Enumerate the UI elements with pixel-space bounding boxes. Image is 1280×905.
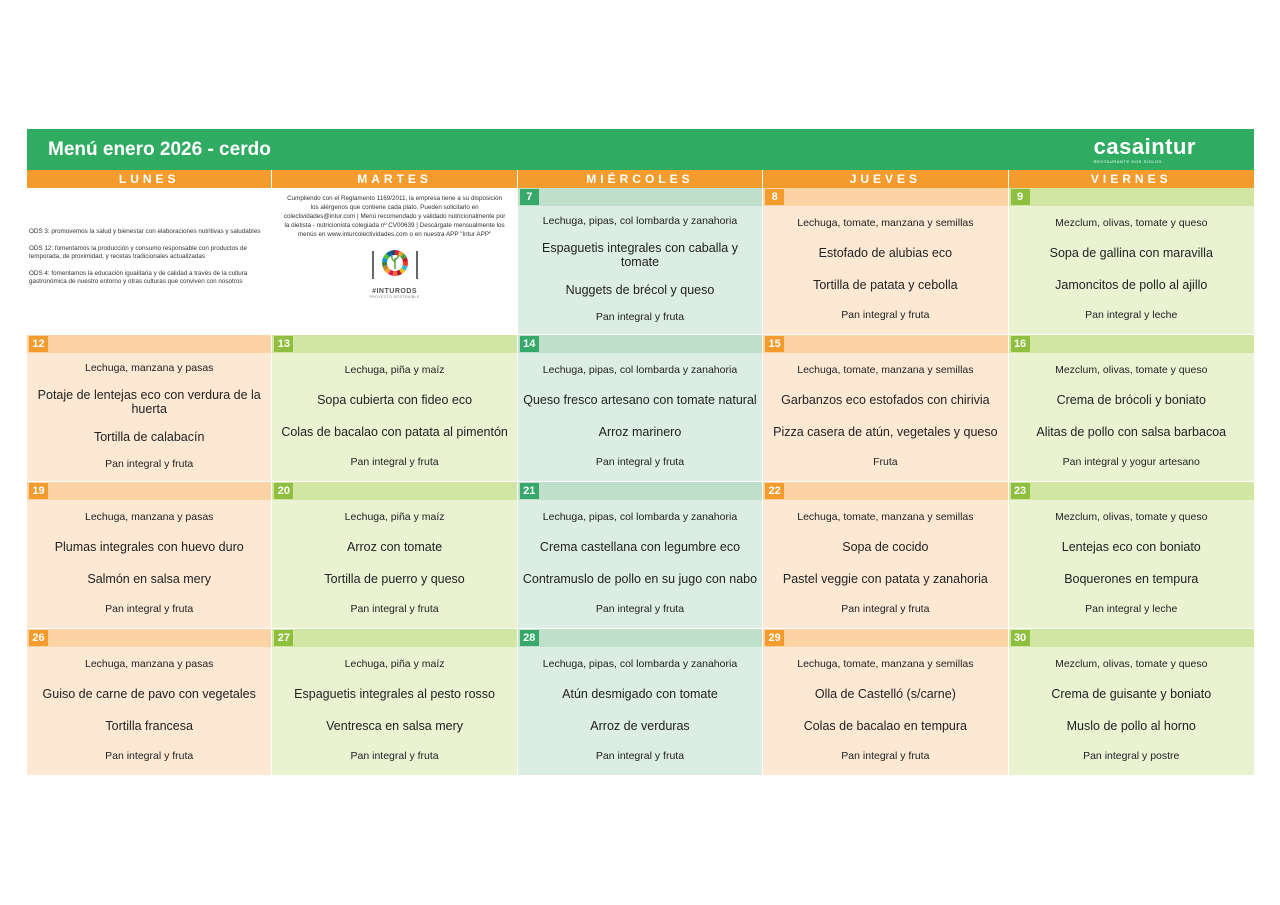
dessert-line: Pan integral y fruta (105, 458, 194, 470)
second-course-line: Alitas de pollo con salsa barbacoa (1036, 424, 1227, 439)
day-menu (27, 500, 271, 628)
first-course-line: Crema de brócoli y boniato (1056, 393, 1206, 408)
day-cell (1009, 188, 1254, 334)
day-cell (763, 629, 1008, 775)
second-course-line: Pizza casera de atún, vegetales y queso (773, 424, 998, 439)
starter-line: Mezclum, olivas, tomate y queso (1055, 510, 1208, 523)
second-course-line: Contramuslo de pollo en su jugo con nabo (522, 571, 758, 586)
day-number: 13 (274, 336, 293, 352)
day-cell-header (272, 629, 516, 647)
starter-line: Mezclum, olivas, tomate y queso (1055, 363, 1208, 376)
starter-line: Lechuga, pipas, col lombarda y zanahoria (542, 363, 738, 376)
weekday-header: MARTES (272, 170, 517, 188)
day-cell-header (1009, 482, 1254, 500)
day-cell (1009, 482, 1254, 628)
dessert-line: Pan integral y fruta (595, 456, 685, 469)
day-menu (272, 353, 516, 481)
week-row (27, 629, 1254, 776)
ods-statement: ODS 12: fomentamos la producción y consumo responsable con productos de temporada, de proximidad, y recetas tradicionales actualizadas (29, 244, 248, 260)
day-cell-header (272, 335, 516, 353)
day-cell-header (763, 482, 1007, 500)
day-cell-header (1009, 335, 1254, 353)
day-menu (272, 500, 516, 628)
second-course-line: Pastel veggie con patata y zanahoria (782, 571, 988, 586)
second-course-line: Colas de bacalao en tempura (803, 718, 968, 733)
second-course-line: Nuggets de brécol y queso (565, 283, 715, 297)
weekday-header: MIÉRCOLES (518, 170, 763, 188)
first-course-line: Guiso de carne de pavo con vegetales (42, 687, 256, 702)
day-cell-header (763, 629, 1007, 647)
inturods-sub: PROYECTO SOSTENIBLE (369, 295, 420, 299)
ods-info-cell (27, 188, 272, 334)
weekday-header: JUEVES (763, 170, 1008, 188)
day-cell (1009, 629, 1254, 775)
day-cell-header (518, 335, 762, 353)
starter-line: Lechuga, piña y maíz (344, 363, 445, 376)
day-number: 8 (765, 189, 784, 205)
day-cell (272, 482, 517, 628)
day-cell (763, 335, 1008, 481)
day-cell-header (27, 482, 271, 500)
second-course-line: Tortilla de calabacín (93, 430, 205, 444)
day-menu (763, 353, 1007, 481)
day-cell-header (27, 629, 271, 647)
day-cell-header (518, 188, 762, 206)
day-menu (1009, 206, 1254, 334)
day-number: 15 (765, 336, 784, 352)
dessert-line: Pan integral y fruta (350, 456, 439, 469)
logo-tagline: RESTAURANTE DOS SIGLOS (1093, 158, 1163, 164)
day-menu (518, 206, 762, 334)
dessert-line: Pan integral y fruta (841, 603, 930, 616)
day-cell (27, 335, 272, 481)
starter-line: Lechuga, manzana y pasas (84, 362, 214, 374)
starter-line: Lechuga, piña y maíz (344, 510, 445, 523)
day-cell-header (518, 482, 762, 500)
allergen-notice: Cumpliendo con el Reglamento 1169/2011, la empresa tiene a su disposición los alérgenos que contiene cada plato. Pueden solicitarlo en colectividades@intur.com | Menú recomendado y validado nutricionalmente por la dietista - nutricionista colegiada nº CV00639 | Descárgate mensualmente los menús en www.inturcolectividades.com o en nuestra APP "Intur APP" (283, 195, 506, 238)
starter-line: Lechuga, pipas, col lombarda y zanahoria (542, 215, 738, 227)
day-number: 30 (1011, 630, 1030, 646)
dessert-line: Pan integral y fruta (350, 603, 439, 616)
second-course-line: Ventresca en salsa mery (326, 718, 464, 733)
second-course-line: Tortilla de patata y cebolla (813, 277, 958, 292)
dessert-line: Pan integral y fruta (841, 309, 930, 322)
menu-sheet (27, 129, 1254, 776)
first-course-line: Lentejas eco con boniato (1061, 540, 1201, 555)
dessert-line: Pan integral y fruta (105, 750, 194, 763)
day-cell (1009, 335, 1254, 481)
day-cell (27, 629, 272, 775)
second-course-line: Arroz marinero (598, 424, 682, 439)
first-course-line: Sopa de cocido (842, 540, 929, 555)
day-menu (518, 353, 762, 481)
inturods-logo (367, 245, 423, 299)
first-course-line: Espaguetis integrales con caballa y tomate (541, 241, 738, 269)
day-cell-header (763, 335, 1007, 353)
day-menu (272, 647, 516, 775)
first-course-line: Crema de guisante y boniato (1051, 687, 1212, 702)
week-row (27, 482, 1254, 629)
day-menu (1009, 647, 1254, 775)
day-cell (518, 482, 763, 628)
day-cell (518, 188, 763, 334)
starter-line: Mezclum, olivas, tomate y queso (1055, 216, 1208, 229)
starter-line: Lechuga, manzana y pasas (84, 510, 214, 523)
day-number: 26 (29, 630, 48, 646)
day-menu (763, 500, 1007, 628)
day-cell (518, 335, 763, 481)
day-number: 16 (1011, 336, 1030, 352)
page-title: Menú enero 2026 - cerdo (48, 138, 271, 160)
starter-line: Lechuga, tomate, manzana y semillas (797, 657, 974, 670)
day-number: 12 (29, 336, 48, 352)
day-cell (27, 482, 272, 628)
dessert-line: Pan integral y fruta (841, 750, 930, 763)
day-cell-header (518, 629, 762, 647)
dessert-line: Pan integral y fruta (595, 311, 685, 323)
day-number: 9 (1011, 189, 1030, 205)
second-course-line: Muslo de pollo al horno (1066, 718, 1196, 733)
first-course-line: Sopa cubierta con fideo eco (317, 393, 473, 408)
starter-line: Lechuga, tomate, manzana y semillas (797, 216, 974, 229)
second-course-line: Salmón en salsa mery (87, 571, 212, 586)
day-cell-header (763, 188, 1007, 206)
starter-line: Mezclum, olivas, tomate y queso (1055, 657, 1208, 670)
day-cell-header (1009, 629, 1254, 647)
weekday-header: LUNES (27, 170, 272, 188)
first-course-line: Sopa de gallina con maravilla (1049, 246, 1213, 261)
week-row (27, 188, 1254, 335)
day-menu (27, 647, 271, 775)
dessert-line: Pan integral y fruta (105, 603, 194, 616)
week-row (27, 335, 1254, 482)
day-number: 20 (274, 483, 293, 499)
day-cell (518, 629, 763, 775)
starter-line: Lechuga, pipas, col lombarda y zanahoria (542, 510, 738, 523)
second-course-line: Boquerones en tempura (1064, 571, 1199, 586)
day-number: 7 (520, 189, 539, 205)
first-course-line: Queso fresco artesano con tomate natural (523, 393, 757, 408)
day-number: 28 (520, 630, 539, 646)
day-cell-header (272, 482, 516, 500)
first-course-line: Garbanzos eco estofados con chirivia (781, 393, 990, 408)
day-number: 19 (29, 483, 48, 499)
dessert-line: Pan integral y yogur artesano (1062, 456, 1200, 469)
day-number: 27 (274, 630, 293, 646)
casaintur-logo (1093, 133, 1196, 164)
starter-line: Lechuga, pipas, col lombarda y zanahoria (542, 657, 738, 670)
first-course-line: Atún desmigado con tomate (562, 687, 718, 702)
weekday-header-row (27, 170, 1254, 188)
dessert-line: Fruta (873, 456, 898, 469)
logo-wordmark: casaintur (1093, 133, 1196, 159)
title-bar (27, 129, 1254, 170)
day-menu (763, 206, 1007, 334)
day-cell-header (1009, 188, 1254, 206)
day-menu (1009, 353, 1254, 481)
second-course-line: Colas de bacalao con patata al pimentón (281, 424, 508, 439)
day-number: 29 (765, 630, 784, 646)
sdg-wheel-icon (367, 245, 423, 285)
day-cell (272, 335, 517, 481)
day-menu (518, 647, 762, 775)
second-course-line: Jamoncitos de pollo al ajillo (1055, 277, 1208, 292)
day-menu (518, 500, 762, 628)
ods-statement: ODS 3: promovemos la salud y bienestar con elaboraciones nutritivas y saludables (29, 227, 261, 235)
inturods-label: #INTURODS (372, 288, 418, 295)
second-course-line: Tortilla de puerro y queso (324, 571, 465, 586)
starter-line: Lechuga, tomate, manzana y semillas (797, 363, 974, 376)
day-number: 22 (765, 483, 784, 499)
second-course-line: Tortilla francesa (105, 718, 193, 733)
starter-line: Lechuga, manzana y pasas (84, 657, 214, 670)
day-cell (272, 629, 517, 775)
starter-line: Lechuga, piña y maíz (344, 657, 445, 670)
day-number: 21 (520, 483, 539, 499)
day-cell (763, 482, 1008, 628)
day-cell (763, 188, 1008, 334)
day-number: 23 (1011, 483, 1030, 499)
dessert-line: Pan integral y fruta (595, 603, 685, 616)
day-number: 14 (520, 336, 539, 352)
first-course-line: Espaguetis integrales al pesto rosso (294, 687, 495, 702)
first-course-line: Plumas integrales con huevo duro (54, 540, 244, 555)
menu-grid (27, 188, 1254, 776)
day-menu (27, 353, 271, 481)
dessert-line: Pan integral y fruta (595, 750, 685, 763)
day-menu (1009, 500, 1254, 628)
day-menu (763, 647, 1007, 775)
second-course-line: Arroz de verduras (590, 718, 690, 733)
weekday-header: VIERNES (1090, 172, 1172, 186)
ods-statement: ODS 4: fomentamos la educación igualitaria y de calidad a través de la cultura gastronómica de nuestro entorno y otras culturas que conviven con nosotros (29, 269, 248, 285)
starter-line: Lechuga, tomate, manzana y semillas (797, 510, 974, 523)
first-course-line: Potaje de lentejas eco con verdura de la huerta (37, 388, 261, 416)
dessert-line: Pan integral y leche (1085, 603, 1178, 616)
dessert-line: Pan integral y fruta (350, 750, 439, 763)
first-course-line: Arroz con tomate (346, 540, 443, 555)
allergen-notice-cell (272, 188, 517, 334)
first-course-line: Crema castellana con legumbre eco (539, 540, 741, 555)
dessert-line: Pan integral y leche (1085, 309, 1178, 322)
first-course-line: Olla de Castelló (s/carne) (814, 687, 956, 702)
dessert-line: Pan integral y postre (1083, 750, 1180, 763)
day-cell-header (27, 335, 271, 353)
first-course-line: Estofado de alubias eco (818, 246, 953, 261)
